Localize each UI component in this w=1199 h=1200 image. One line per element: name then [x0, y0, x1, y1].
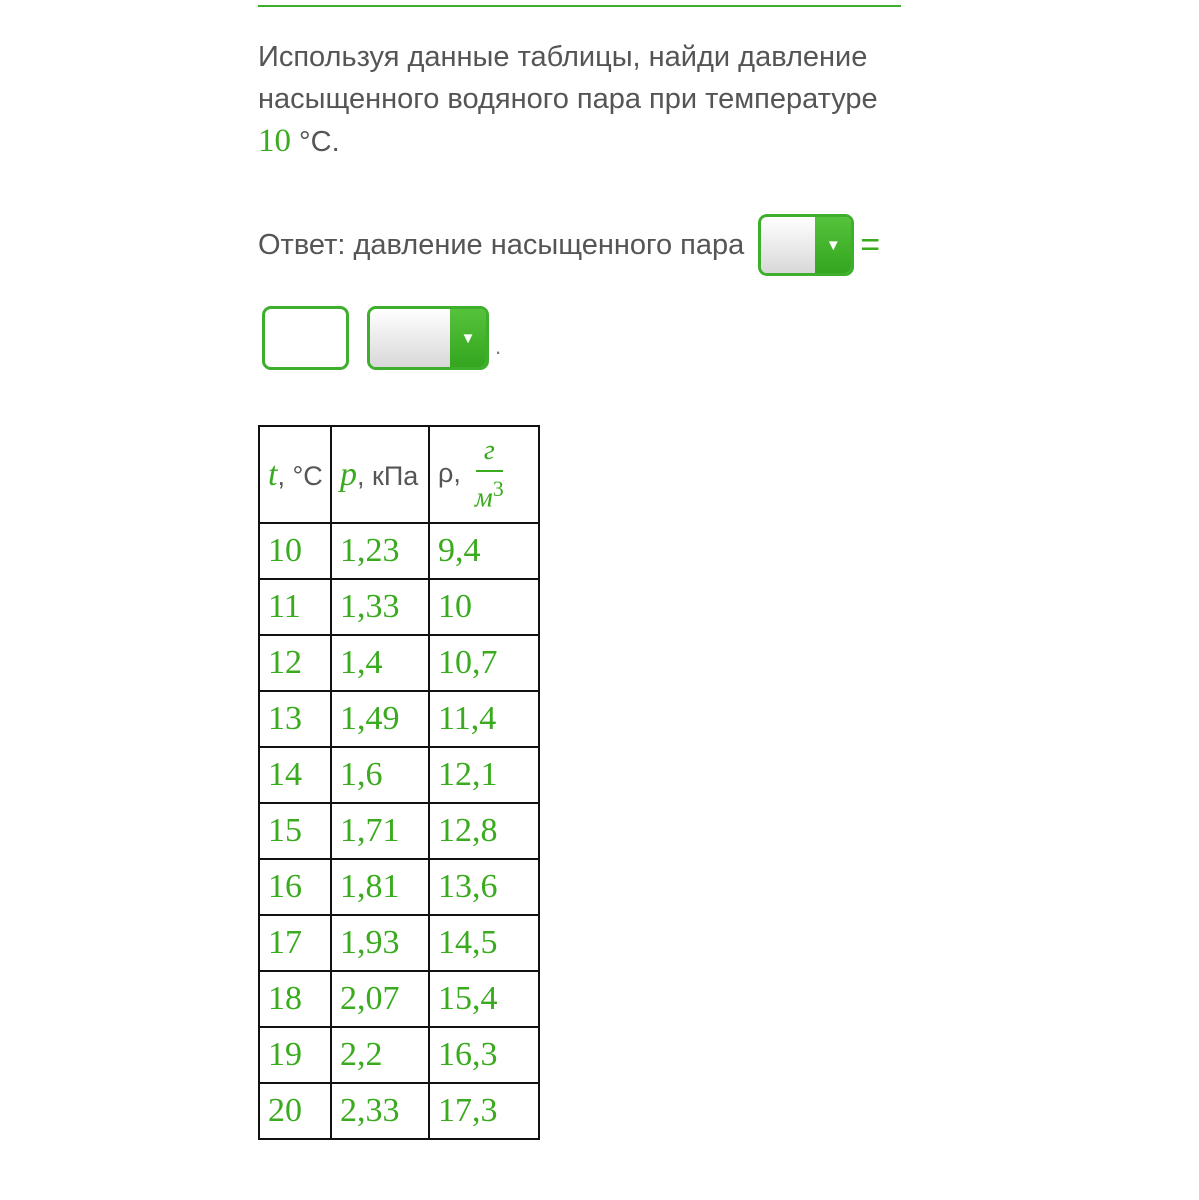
table-body [259, 523, 539, 1139]
answer-input-row [262, 306, 501, 370]
cell-density: 10 [429, 579, 539, 635]
cell-density: 16,3 [429, 1027, 539, 1083]
cell-pressure: 1,23 [331, 523, 429, 579]
cell-pressure: 1,93 [331, 915, 429, 971]
chevron-down-icon[interactable]: ▼ [450, 309, 486, 367]
answer-period: . [495, 334, 502, 359]
cell-density: 9,4 [429, 523, 539, 579]
table-header-row [259, 426, 539, 523]
equals-sign: = [860, 225, 881, 264]
cell-temperature: 16 [259, 859, 331, 915]
cell-temperature: 19 [259, 1027, 331, 1083]
cell-temperature: 10 [259, 523, 331, 579]
answer-label: Ответ: давление насыщенного пара [258, 228, 745, 261]
question-text [258, 36, 898, 163]
unit-dropdown-value [370, 309, 450, 367]
table-row [259, 579, 539, 635]
table-row [259, 1083, 539, 1139]
question-line-2: насыщенного водяного пара при температуре [258, 83, 878, 115]
cell-pressure: 1,81 [331, 859, 429, 915]
table-row [259, 803, 539, 859]
cell-pressure: 2,2 [331, 1027, 429, 1083]
cell-temperature: 20 [259, 1083, 331, 1139]
table-row [259, 1027, 539, 1083]
unit-dropdown[interactable] [367, 306, 489, 370]
cell-temperature: 17 [259, 915, 331, 971]
cell-pressure: 2,33 [331, 1083, 429, 1139]
cell-density: 12,8 [429, 803, 539, 859]
cell-temperature: 14 [259, 747, 331, 803]
density-unit-fraction: $\frac{г}{м^3}$ [474, 434, 504, 514]
header-density: ρ, $\frac{г}{м^3}$ [429, 426, 539, 523]
cell-density: 17,3 [429, 1083, 539, 1139]
cell-pressure: 1,71 [331, 803, 429, 859]
question-line-3 [258, 120, 898, 163]
table-row [259, 859, 539, 915]
table-row [259, 971, 539, 1027]
cell-density: 10,7 [429, 635, 539, 691]
cell-pressure: 2,07 [331, 971, 429, 1027]
answer-row [258, 214, 880, 276]
cell-density: 12,1 [429, 747, 539, 803]
cell-density: 13,6 [429, 859, 539, 915]
cell-temperature: 15 [259, 803, 331, 859]
table-row [259, 523, 539, 579]
table-row [259, 691, 539, 747]
cell-density: 15,4 [429, 971, 539, 1027]
temperature-value: 10 [258, 123, 291, 159]
temperature-unit: °С. [291, 126, 340, 158]
cell-pressure: 1,4 [331, 635, 429, 691]
header-pressure: p, кПа [331, 426, 429, 523]
chevron-down-icon[interactable]: ▼ [815, 217, 851, 273]
table-row [259, 915, 539, 971]
question-line-1: Используя данные таблицы, найди давление [258, 41, 868, 73]
cell-temperature: 13 [259, 691, 331, 747]
cell-pressure: 1,33 [331, 579, 429, 635]
cell-pressure: 1,49 [331, 691, 429, 747]
quantity-dropdown-value [761, 217, 815, 273]
cell-temperature: 11 [259, 579, 331, 635]
vapor-pressure-table [258, 425, 540, 1140]
cell-density: 14,5 [429, 915, 539, 971]
cell-density: 11,4 [429, 691, 539, 747]
cell-temperature: 18 [259, 971, 331, 1027]
table-row [259, 747, 539, 803]
table-row [259, 635, 539, 691]
answer-value-input[interactable] [262, 306, 349, 370]
quantity-dropdown[interactable] [758, 214, 854, 276]
top-divider [258, 5, 901, 7]
cell-pressure: 1,6 [331, 747, 429, 803]
cell-temperature: 12 [259, 635, 331, 691]
header-temperature: t, °С [259, 426, 331, 523]
